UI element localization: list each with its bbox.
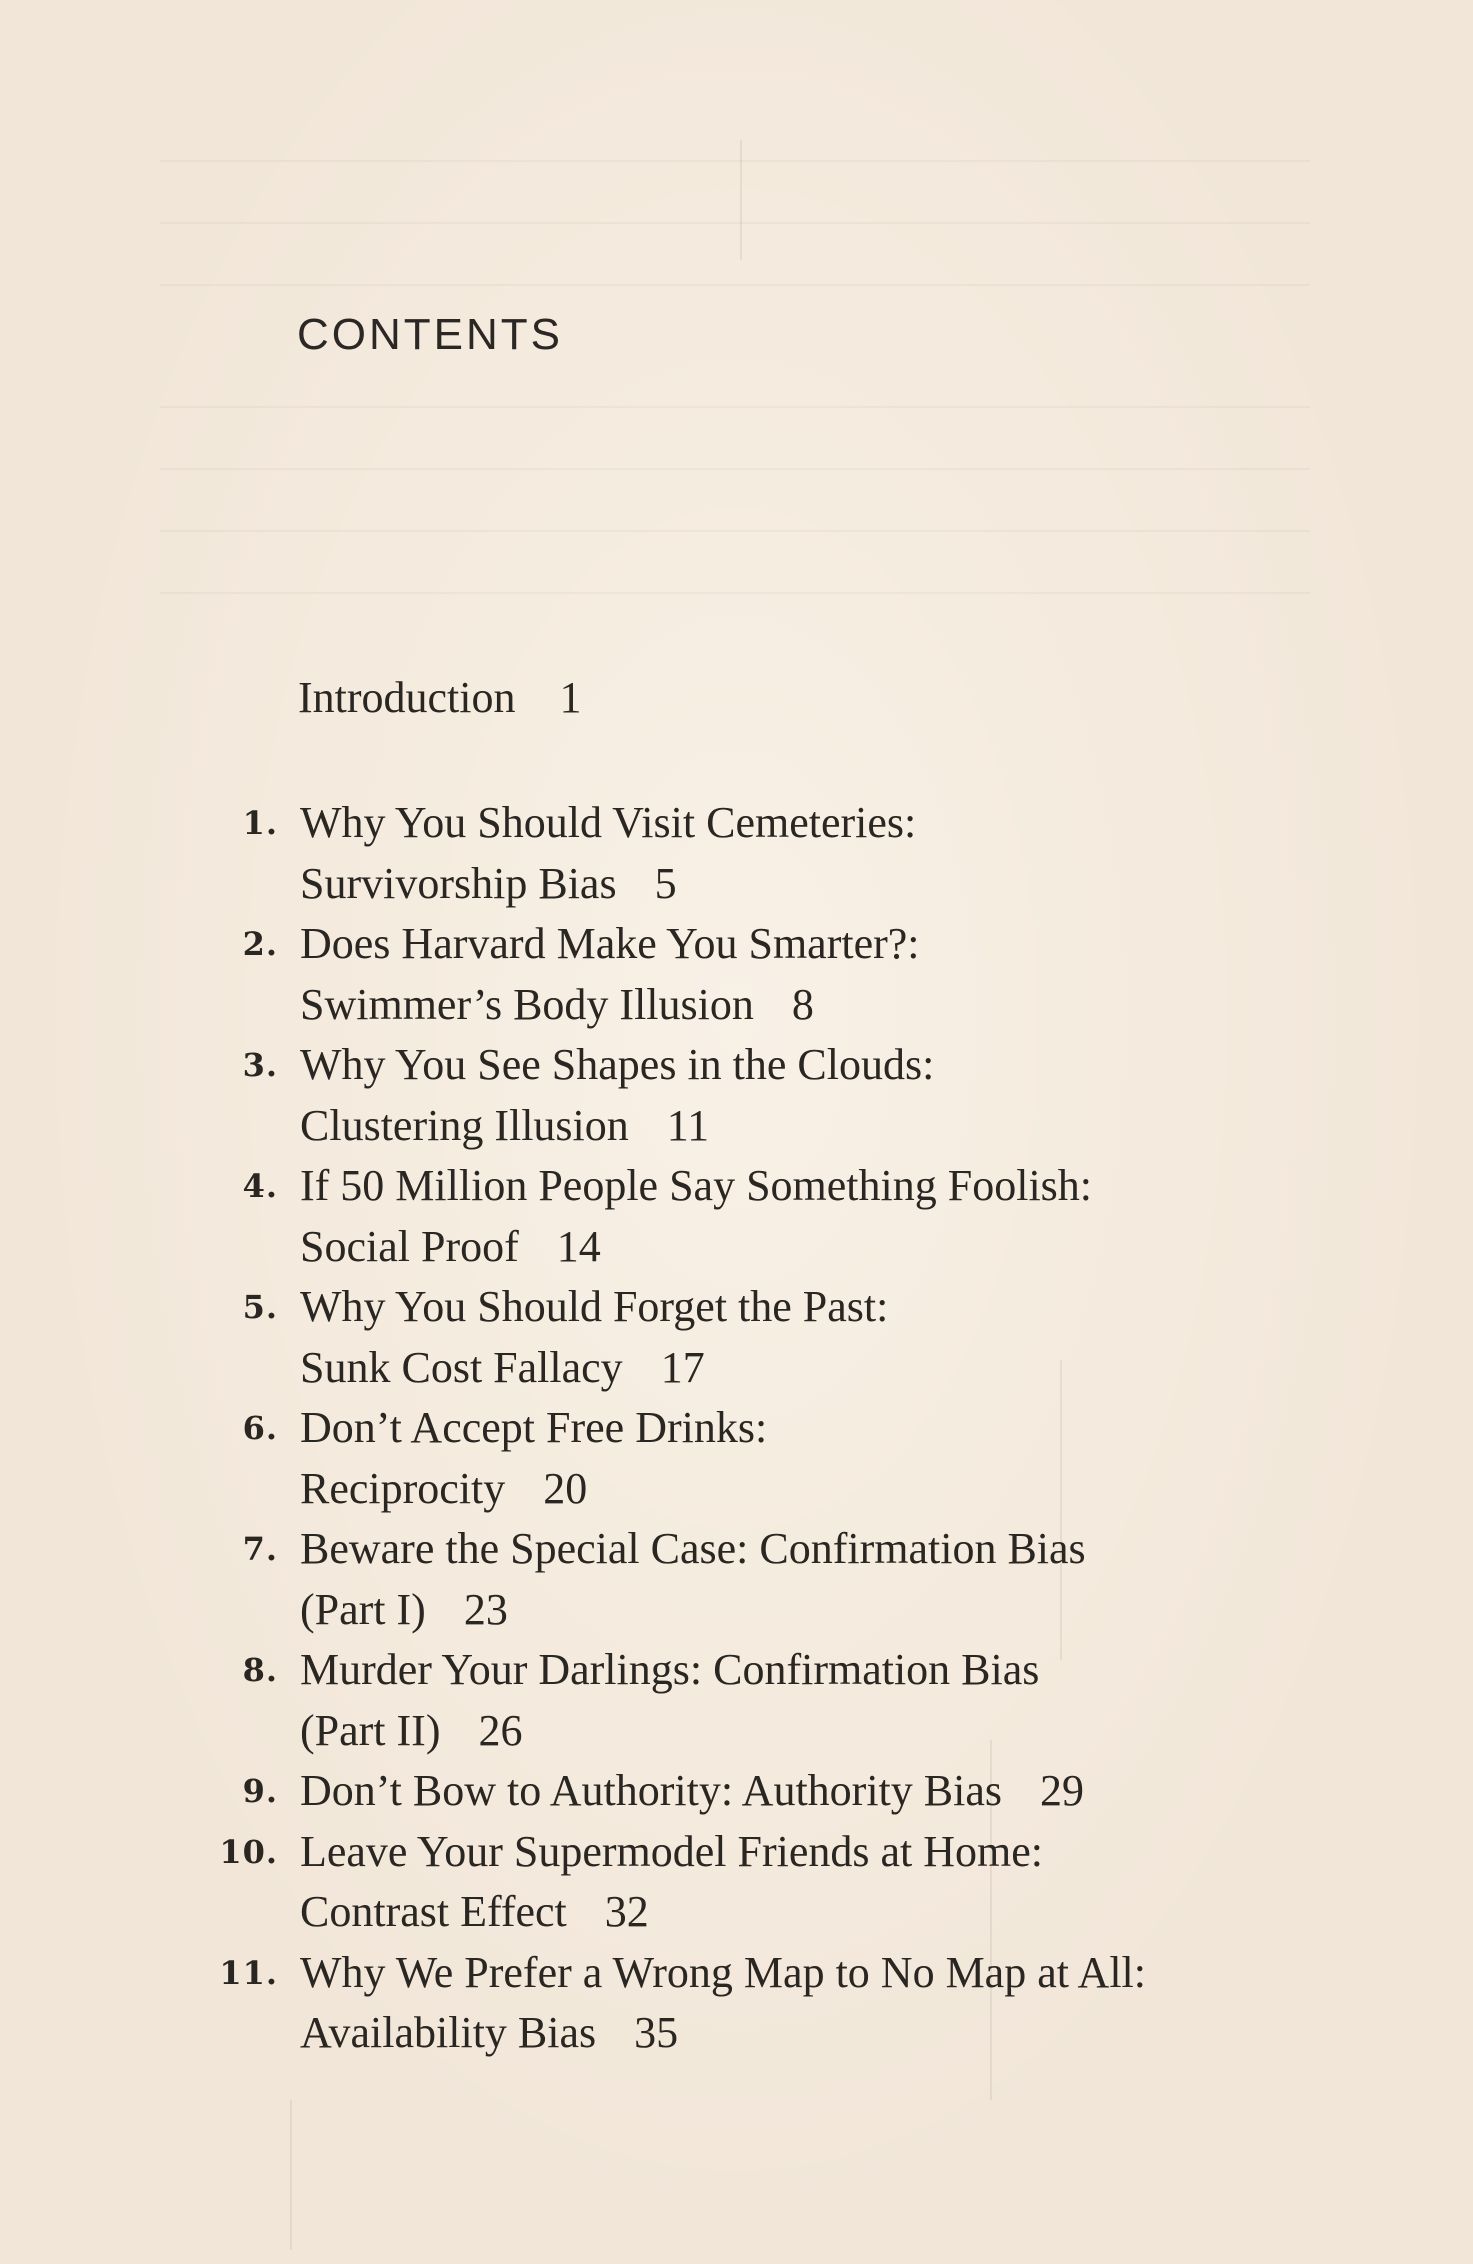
chapter-title: If 50 Million People Say Something Foolish:	[300, 1161, 1093, 1210]
chapter-subtitle: Availability Bias	[300, 2008, 597, 2057]
chapter-page: 23	[463, 1584, 508, 1634]
toc-entry-3	[0, 1035, 1473, 1156]
chapter-subtitle: Contrast Effect	[300, 1887, 567, 1936]
toc-entry-2	[0, 914, 1473, 1035]
show-through-rule	[290, 2100, 292, 2250]
chapter-page: 29	[1040, 1766, 1085, 1815]
toc-entry-5	[0, 1277, 1473, 1398]
chapter-number: 9.	[242, 1772, 278, 1810]
chapter-number: 7.	[242, 1530, 278, 1568]
chapter-page: 32	[604, 1887, 649, 1936]
chapter-title: Don’t Bow to Authority: Authority Bias	[300, 1766, 1003, 1815]
toc-entry-6	[0, 1398, 1473, 1519]
chapter-page: 17	[660, 1342, 705, 1392]
chapter-title: Beware the Special Case: Confirmation Bias	[300, 1524, 1086, 1573]
chapter-number: 11.	[219, 1953, 278, 1992]
show-through-line	[160, 284, 1310, 286]
show-through-line	[160, 222, 1310, 224]
chapter-number: 6.	[242, 1409, 278, 1447]
show-through-line	[160, 592, 1310, 594]
chapter-number: 2.	[242, 925, 278, 963]
chapter-subtitle: (Part II)	[300, 1705, 441, 1755]
chapter-number: 1.	[242, 804, 278, 842]
contents-heading: CONTENTS	[297, 310, 563, 359]
chapter-number: 4.	[242, 1167, 278, 1205]
chapter-page: 20	[543, 1463, 588, 1513]
chapter-subtitle: Clustering Illusion	[300, 1100, 629, 1150]
chapter-page: 5	[654, 858, 677, 908]
chapter-page: 35	[634, 2008, 679, 2057]
chapter-title: Leave Your Supermodel Friends at Home:	[300, 1826, 1043, 1876]
chapter-subtitle: (Part I)	[300, 1584, 426, 1634]
show-through-line	[160, 160, 1310, 162]
show-through-line	[160, 530, 1310, 532]
chapter-subtitle: Social Proof	[300, 1221, 519, 1271]
chapter-number: 8.	[242, 1651, 278, 1689]
chapter-page: 14	[556, 1221, 601, 1271]
table-of-contents	[0, 793, 1473, 2064]
introduction-title: Introduction	[298, 673, 516, 722]
introduction-page: 1	[559, 673, 582, 722]
toc-entry-10	[0, 1822, 1473, 1943]
chapter-page: 11	[666, 1100, 710, 1150]
chapter-title: Why You Should Visit Cemeteries:	[300, 798, 917, 847]
chapter-number: 5.	[242, 1288, 278, 1326]
show-through-line	[160, 468, 1310, 470]
toc-entry-9	[0, 1761, 1473, 1822]
chapter-subtitle: Reciprocity	[300, 1463, 506, 1513]
chapter-title: Does Harvard Make You Smarter?:	[300, 919, 920, 968]
chapter-page: 26	[478, 1705, 523, 1755]
chapter-page: 8	[791, 979, 814, 1029]
chapter-subtitle: Sunk Cost Fallacy	[300, 1342, 623, 1392]
toc-entry-1	[0, 793, 1473, 914]
chapter-subtitle: Swimmer’s Body Illusion	[300, 979, 754, 1029]
chapter-number: 3.	[242, 1046, 278, 1084]
chapter-title: Why You See Shapes in the Clouds:	[300, 1040, 935, 1089]
chapter-subtitle: Survivorship Bias	[300, 858, 617, 908]
introduction-entry	[298, 672, 582, 723]
toc-entry-7	[0, 1519, 1473, 1640]
chapter-title: Why We Prefer a Wrong Map to No Map at All:	[300, 1947, 1146, 1997]
toc-entry-8	[0, 1640, 1473, 1761]
chapter-number: 10.	[219, 1832, 278, 1871]
chapter-title: Don’t Accept Free Drinks:	[300, 1403, 768, 1452]
toc-entry-11	[0, 1943, 1473, 2064]
show-through-line	[160, 406, 1310, 408]
chapter-title: Why You Should Forget the Past:	[300, 1282, 889, 1331]
show-through-rule	[740, 140, 742, 260]
toc-entry-4	[0, 1156, 1473, 1277]
chapter-title: Murder Your Darlings: Confirmation Bias	[300, 1645, 1040, 1694]
